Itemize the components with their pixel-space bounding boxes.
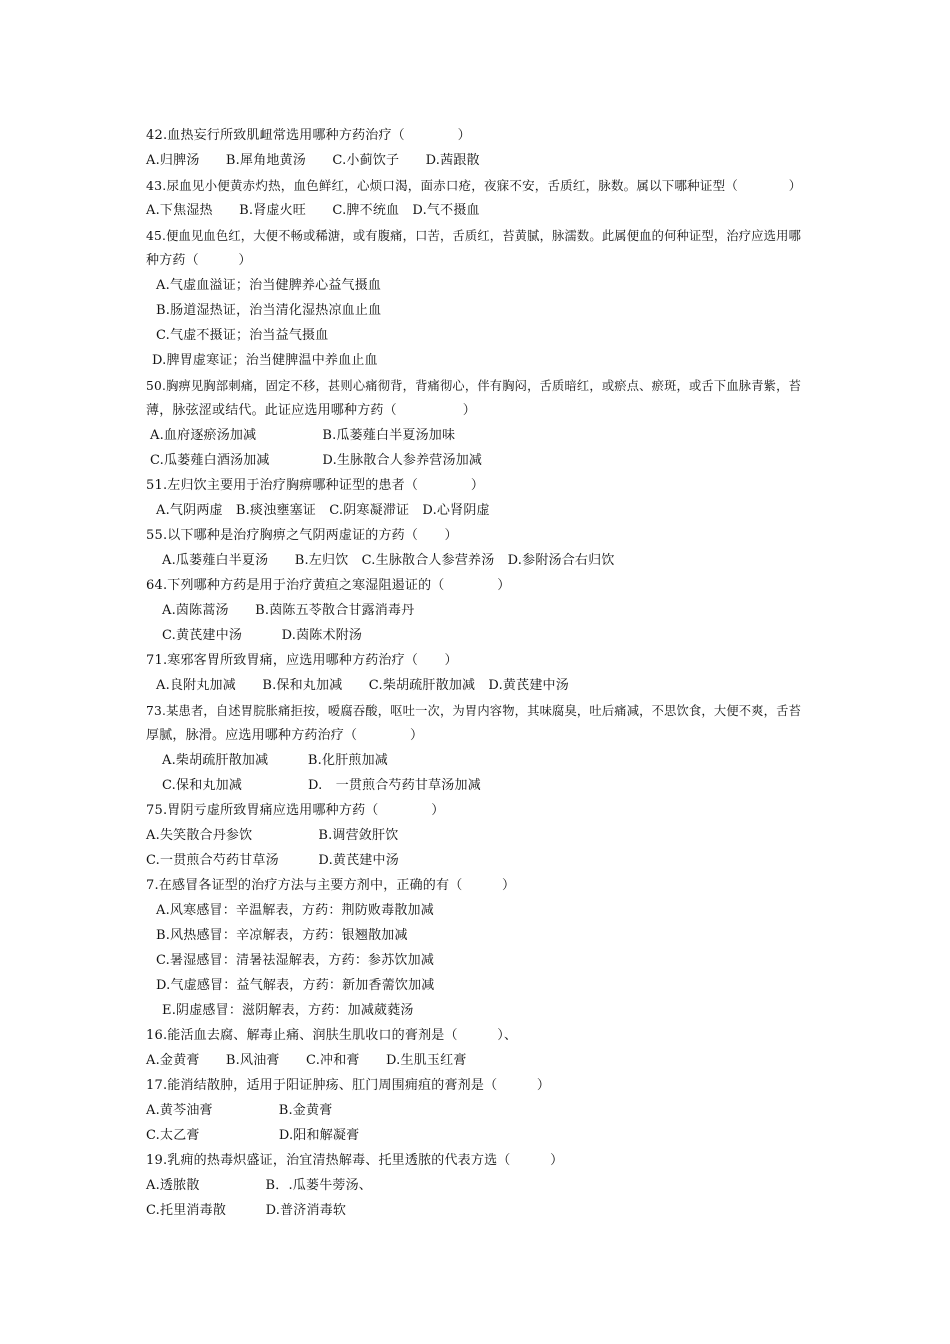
options-75-cd: C.一贯煎合芍药甘草汤 D.黄芪建中汤 [146,853,399,868]
option-7-b: B.风热感冒：辛凉解表，方药：银翘散加减 [156,928,408,943]
question-50-cont: 薄，脉弦涩或结代。此证应选用哪种方药（ ） [146,403,477,418]
option-45-d: D.脾胃虚寒证；治当健脾温中养血止血 [152,353,378,368]
options-71: A.良附丸加减 B.保和丸加减 C.柴胡疏肝散加减 D.黄芪建中汤 [156,678,569,693]
question-73-cont: 厚腻，脉滑。应选用哪种方药治疗（ ） [146,728,424,743]
question-73: 73.某患者，自述胃脘胀痛拒按，嗳腐吞酸，呕吐一次，为胃内容物，其味腐臭，吐后痛减，不思饮食，大便不爽，舌苔 [146,704,802,718]
question-55: 55.以下哪种是治疗胸痹之气阴两虚证的方药（ ） [146,528,458,543]
question-71: 71.寒邪客胃所致胃痛，应选用哪种方药治疗（ ） [146,653,458,668]
question-64: 64.下列哪种方药是用于治疗黄疸之寒湿阻遏证的（ ） [146,578,511,593]
option-7-d: D.气虚感冒：益气解表，方药：新加香薷饮加减 [156,978,435,993]
options-73-ab: A.柴胡疏肝散加减 B.化肝煎加减 [162,753,389,768]
question-16: 16.能活血去腐、解毒止痛、润肤生肌收口的膏剂是（ ）、 [146,1028,518,1043]
options-50-cd: C.瓜蒌薤白酒汤加减 D.生脉散合人参养营汤加减 [150,453,483,468]
options-16: A.金黄膏 B.风油膏 C.冲和膏 D.生肌玉红膏 [146,1053,467,1068]
options-64-ab: A.茵陈蒿汤 B.茵陈五苓散合甘露消毒丹 [162,603,415,618]
options-50-ab: A.血府逐瘀汤加减 B.瓜蒌薤白半夏汤加味 [150,428,456,443]
question-51: 51.左归饮主要用于治疗胸痹哪种证型的患者（ ） [146,478,485,493]
question-45-cont: 种方药（ ） [146,253,252,268]
question-42: 42.血热妄行所致肌衄常选用哪种方药治疗（ ） [146,128,471,143]
option-7-c: C.暑湿感冒：清暑祛湿解表，方药：参苏饮加减 [156,953,435,968]
options-42: A.归脾汤 B.犀角地黄汤 C.小蓟饮子 D.茜跟散 [146,153,480,168]
options-64-cd: C.黄芪建中汤 D.茵陈术附汤 [162,628,363,643]
options-19-ab: A.透脓散 B．.瓜蒌牛蒡汤、 [146,1178,373,1193]
option-45-c: C.气虚不摄证；治当益气摄血 [156,328,329,343]
option-45-a: A.气虚血溢证；治当健脾养心益气摄血 [156,278,382,293]
options-55: A.瓜蒌薤白半夏汤 B.左归饮 C.生脉散合人参营养汤 D.参附汤合右归饮 [162,553,615,568]
question-19: 19.乳痈的热毒炽盛证，治宜清热解毒、托里透脓的代表方选（ ） [146,1153,564,1168]
option-7-e: E.阴虚感冒：滋阴解表，方药：加减葳蕤汤 [162,1003,414,1018]
question-75: 75.胃阴亏虚所致胃痛应选用哪种方药（ ） [146,803,445,818]
options-75-ab: A.失笑散合丹参饮 B.调营敛肝饮 [146,828,399,843]
options-73-cd: C.保和丸加减 D. 一贯煎合芍药甘草汤加减 [162,778,481,793]
question-7: 7.在感冒各证型的治疗方法与主要方剂中，正确的有（ ） [146,878,516,893]
question-17: 17.能消结散肿，适用于阳证肿疡、肛门周围痈疽的膏剂是（ ） [146,1078,551,1093]
options-17-ab: A.黄芩油膏 B.金黄膏 [146,1103,333,1118]
options-51: A.气阴两虚 B.痰浊壅塞证 C.阴寒凝滞证 D.心肾阴虚 [156,503,490,518]
option-7-a: A.风寒感冒：辛温解表，方药：荆防败毒散加减 [156,903,434,918]
options-17-cd: C.太乙膏 D.阳和解凝膏 [146,1128,360,1143]
options-19-cd: C.托里消毒散 D.普济消毒软 [146,1203,347,1218]
question-45: 45.便血见血色红，大便不畅或稀溏，或有腹痛，口苦，舌质红，苔黄腻，脉濡数。此属便血的何种证型，治疗应选用哪 [146,229,802,243]
question-50: 50.胸痹见胸部刺痛，固定不移，甚则心痛彻背，背痛彻心，伴有胸闷，舌质暗红，或瘀点、瘀斑，或舌下血脉青紫，苔 [146,379,802,393]
question-43: 43.尿血见小便黄赤灼热，血色鲜红，心烦口渴，面赤口疮，夜寐不安，舌质红，脉数。属以下哪种证型（ ） [146,178,802,193]
option-45-b: B.肠道湿热证，治当清化湿热凉血止血 [156,303,382,318]
options-43: A.下焦湿热 B.肾虚火旺 C.脾不统血 D.气不摄血 [146,203,480,218]
